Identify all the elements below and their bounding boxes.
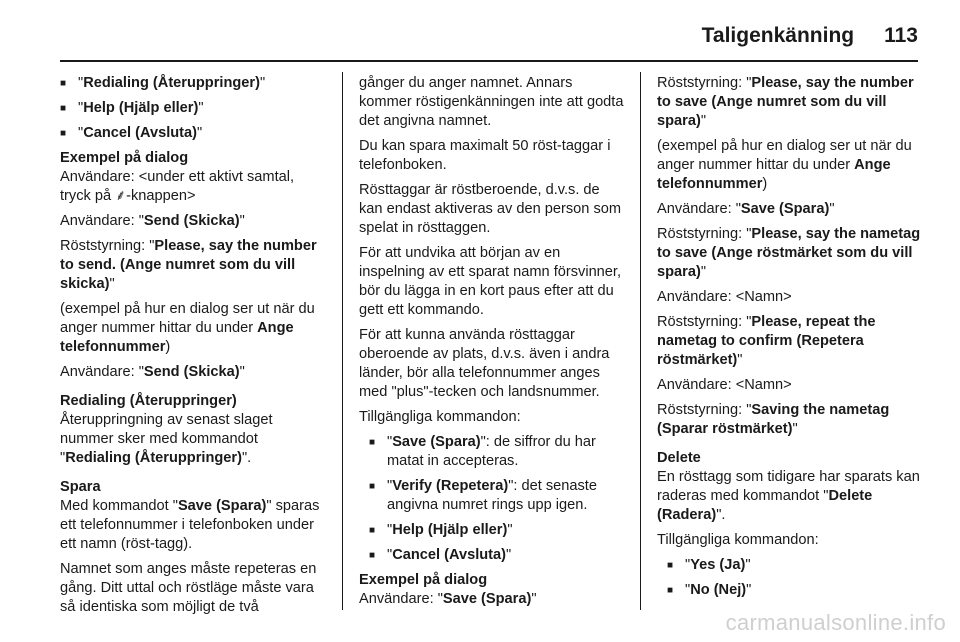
dialog-note: (exempel på hur en dialog ser ut när du anger nummer hittar du under Ange telefonnummer) [60,301,315,355]
bullet-square-icon: ■ [60,128,67,139]
paragraph: gånger du anger namnet. Annars kommer röstigenkänningen inte att godta det angivna namnet. [359,75,624,129]
section-heading: Exempel på dialog [60,150,189,166]
list-item: ■ "Cancel (Avsluta)" [369,547,512,563]
paragraph: För att undvika att början av en inspelning av ett sparat namn försvinner, bör du lägga in en kort paus efter att du gett ett kommando. [359,245,622,318]
commands-intro: Tillgängliga kommandon: [359,409,521,425]
delete-section: Delete En rösttagg som tidigare har sparats kan raderas med kommandot "Delete (Radera)". [657,449,923,525]
save-section: Spara Med kommandot "Save (Spara)" sparas ett telefonnummer i telefonboken under ett namn (röst-tagg). [60,478,325,554]
column-divider-left [342,72,343,610]
list-item: ■ "Help (Hjälp eller)" [369,522,513,538]
header-rule [60,60,918,62]
bullet-square-icon: ■ [369,481,376,492]
section-heading: Redialing (Återuppringer) [60,393,237,409]
dialog-line: Röststyrning: "Please, say the number to send. (Ange numret som du vill skicka)" [60,238,317,292]
dialog-line: Användare: <Namn> [657,289,792,305]
bullet-square-icon: ■ [60,78,67,89]
commands-intro: Tillgängliga kommandon: [657,532,819,548]
section-heading: Delete [657,450,701,466]
dialog-example [60,149,325,206]
watermark: carmanualsonline.info [725,610,946,635]
list-item: ■ "Save (Spara)": de siffror du har matat in accepteras. [369,434,596,469]
column-2 [359,74,624,615]
dialog-line: Röststyrning: "Please, say the number to save (Ange numret som du vill spara)" [657,75,914,129]
dialog-line: Röststyrning: "Please, say the nametag to save (Ange röstmärket som du vill spara)" [657,226,921,280]
list-item: ■ "No (Nej)" [667,582,752,598]
bullet-square-icon: ■ [369,437,376,448]
column-3 [657,74,923,606]
page-number: 113 [884,24,918,47]
dialog-line: Röststyrning: "Saving the nametag (Sparar röstmärket)" [657,402,890,437]
dialog-line: Användare: "Send (Skicka)" [60,364,245,380]
bullet-square-icon: ■ [60,103,67,114]
dialog-line: Röststyrning: "Please, repeat the nametag to confirm (Repetera röstmärket)" [657,314,876,368]
paragraph: Rösttaggar är röstberoende, d.v.s. de kan endast aktiveras av den person som spelat in rösttaggen. [359,182,622,236]
command-label: Cancel (Avsluta) [83,125,197,141]
bullet-square-icon: ■ [667,560,674,571]
list-item: ■ "Verify (Repetera)": det senaste angivna numret rings upp igen. [369,478,597,513]
paragraph: Du kan spara maximalt 50 röst-taggar i telefonboken. [359,138,611,173]
page-title: Taligenkänning [701,24,855,47]
command-label: Help (Hjälp eller) [83,100,199,116]
redial-section: Redialing (Återuppringer) Återuppringning av senast slaget nummer sker med kommandot "Redialing (Återuppringer)". [60,392,325,468]
bullet-square-icon: ■ [369,525,376,536]
command-label: Redialing (Återuppringer) [83,75,260,91]
page-header [60,16,918,56]
bullet-square-icon: ■ [369,550,376,561]
section-heading: Spara [60,479,101,495]
dialog-line: Användare: "Save (Spara)" [657,201,835,217]
column-1 [60,74,325,623]
dialog-line: Användare: <under ett aktivt samtal, tryck på ⸙-knappen> [60,169,295,204]
list-item: ■ "Cancel (Avsluta)" [60,125,203,141]
column-divider-right [640,72,641,610]
list-item: ■ "Yes (Ja)" [667,557,751,573]
bullet-square-icon: ■ [667,585,674,596]
list-item: ■ "Help (Hjälp eller)" [60,100,204,116]
section-heading: Exempel på dialog [359,572,488,588]
dialog-example: Exempel på dialog Användare: "Save (Spara)" [359,571,624,609]
paragraph: Namnet som anges måste repeteras en gång. Ditt uttal och röstläge måste vara så identiska som möjligt de två [60,561,317,615]
paragraph: För att kunna använda rösttaggar oberoende av plats, d.v.s. även i andra länder, bör alla telefonnummer anges med "plus"-tecken och landsnummer. [359,327,610,400]
list-item: ■ "Redialing (Återuppringer)" [60,75,266,91]
dialog-line: Användare: <Namn> [657,377,792,393]
dialog-note: (exempel på hur en dialog ser ut när du anger nummer hittar du under Ange telefonnummer) [657,138,912,192]
dialog-line: Användare: "Send (Skicka)" [60,213,245,229]
